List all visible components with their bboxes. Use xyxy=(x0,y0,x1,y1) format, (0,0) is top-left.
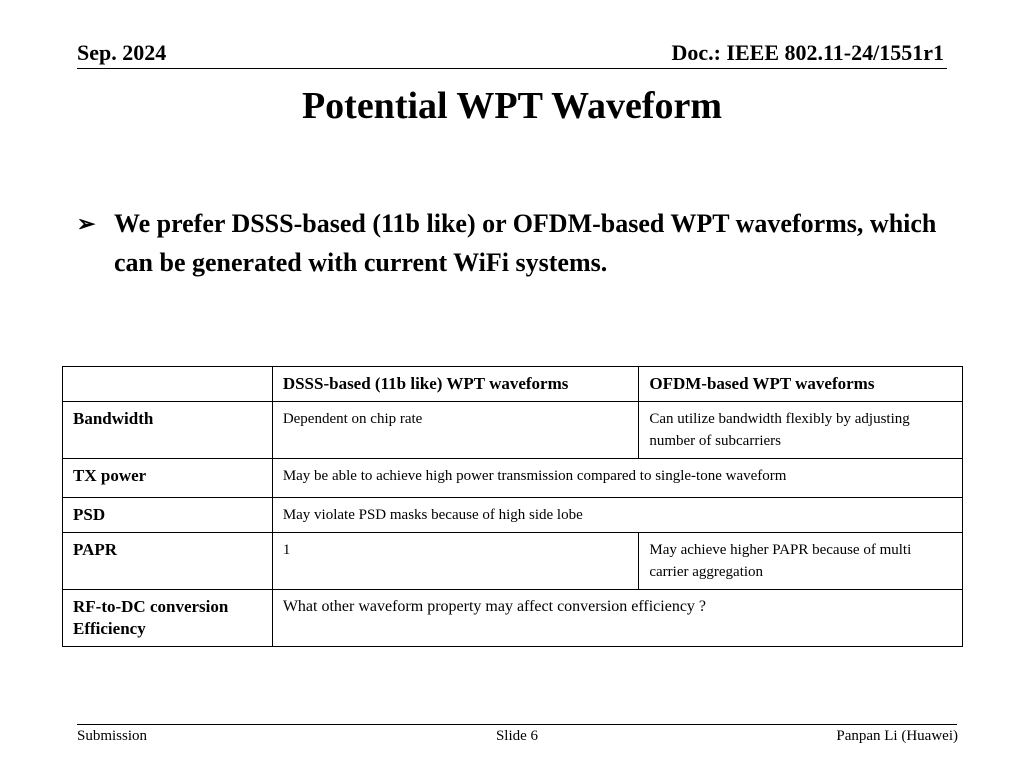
footer-submission: Submission xyxy=(77,728,148,744)
footer-author: Panpan Li (Huawei) xyxy=(836,728,958,744)
table-header-ofdm: OFDM-based WPT waveforms xyxy=(639,367,963,402)
header-doc-id: Doc.: IEEE 802.11-24/1551r1 xyxy=(671,40,944,65)
row-label: PAPR xyxy=(63,533,273,590)
row-label: Bandwidth xyxy=(63,402,273,459)
row-label: TX power xyxy=(63,459,273,498)
row-label: RF-to-DC conversion Efficiency xyxy=(63,590,273,647)
bullet-text: We prefer DSSS-based (11b like) or OFDM-based WPT waveforms, which can be generated with current WiFi systems. xyxy=(114,209,937,277)
table-header-row xyxy=(63,367,963,402)
bullet-point xyxy=(77,204,937,282)
footer-divider xyxy=(77,724,957,725)
arrowhead-bullet-icon: ➢ xyxy=(77,211,96,236)
table-row xyxy=(63,459,963,498)
table-row xyxy=(63,590,963,647)
table-row xyxy=(63,498,963,533)
comparison-table xyxy=(62,366,963,647)
table-header-dsss: DSSS-based (11b like) WPT waveforms xyxy=(272,367,639,402)
table-cell-merged: May violate PSD masks because of high side lobe xyxy=(272,498,962,533)
table-cell: May achieve higher PAPR because of multi carrier aggregation xyxy=(639,533,963,590)
table-cell-merged: May be able to achieve high power transmission compared to single-tone waveform xyxy=(272,459,962,498)
table-header-empty xyxy=(63,367,273,402)
table-cell-merged: What other waveform property may affect conversion efficiency ? xyxy=(272,590,962,647)
table-cell: Dependent on chip rate xyxy=(272,402,639,459)
table-row xyxy=(63,402,963,459)
footer-slide-number: Slide 6 xyxy=(495,728,539,744)
slide-title: Potential WPT Waveform xyxy=(301,85,723,127)
table-cell: 1 xyxy=(272,533,639,590)
table-cell: Can utilize bandwidth flexibly by adjusting number of subcarriers xyxy=(639,402,963,459)
header-divider xyxy=(77,68,947,69)
row-label: PSD xyxy=(63,498,273,533)
header-date: Sep. 2024 xyxy=(77,40,167,65)
table-row xyxy=(63,533,963,590)
